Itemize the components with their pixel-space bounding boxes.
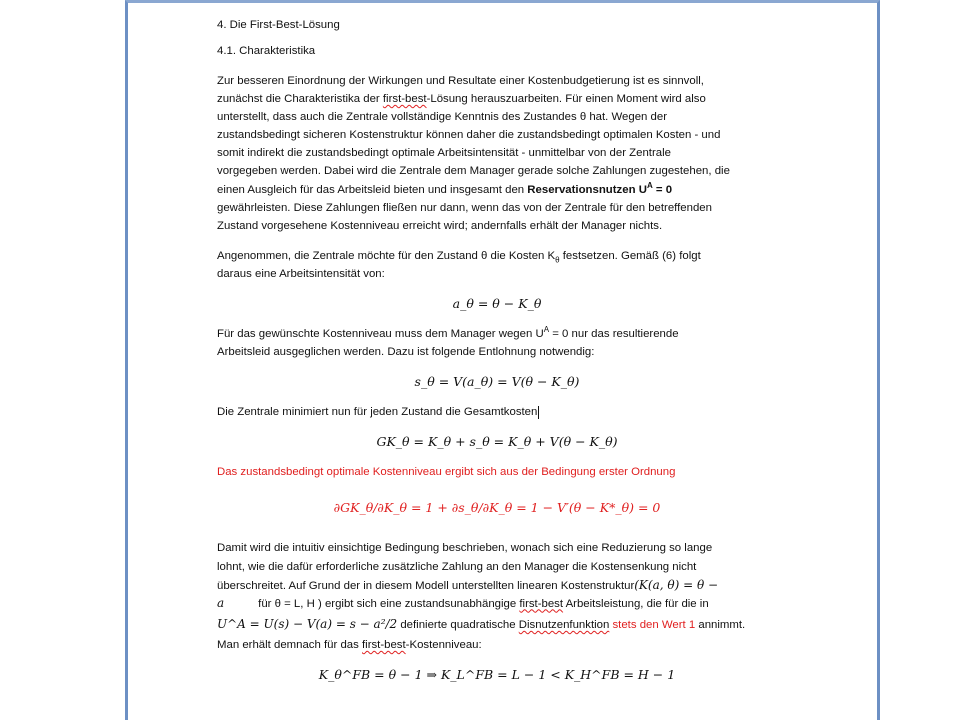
paragraph-conclusion	[217, 539, 777, 653]
equation-total-cost: GK_θ = K_θ + s_θ = K_θ + V(θ − K_θ)	[376, 434, 618, 450]
equation-payment: s_θ = V(a_θ) = V(θ − K_θ)	[414, 374, 580, 390]
document-content[interactable]	[217, 16, 777, 688]
equation-first-order-condition: ∂GK_θ/∂K_θ = 1 + ∂s_θ/∂K_θ = 1 − V′(θ − K*_θ) = 0	[333, 500, 661, 516]
text-line: unterstellt, dass auch die Zentrale vollständige Kenntnis des Zustandes θ hat. Wegen der	[217, 111, 667, 124]
section-heading: 4. Die First-Best-Lösung	[217, 19, 340, 31]
text-line: somit indirekt die zustandsbedingt optimale Arbeitsintensität - unmittelbar von der Zentrale	[217, 147, 671, 160]
text-line: daraus eine Arbeitsintensität von:	[217, 267, 385, 280]
subsection-heading: 4.1. Charakteristika	[217, 45, 316, 57]
paragraph-first-order-condition: Das zustandsbedingt optimale Kostenniveau ergibt sich aus der Bedingung erster Ordnung	[217, 466, 676, 479]
text-line: Damit wird die intuitiv einsichtige Bedingung beschrieben, wonach sich eine Reduzierung so lange	[217, 542, 713, 555]
paragraph-characteristics	[217, 72, 777, 235]
text-line: Zur besseren Einordnung der Wirkungen und Resultate einer Kostenbudgetierung ist es sinnvoll,	[217, 75, 704, 87]
text-line: Arbeitsleid ausgeglichen werden. Dazu ist folgende Entlohnung notwendig:	[217, 346, 595, 359]
paragraph-minimize: Die Zentrale minimiert nun für jeden Zustand die Gesamtkosten	[217, 406, 538, 419]
text-line: zunächst die Charakteristika der first-best-Lösung herauszuarbeiten. Für einen Moment wird also	[217, 93, 706, 106]
text-line: lohnt, wie die dafür erforderliche zusätzliche Zahlung an den Manager die Kostensenkung nicht	[217, 560, 697, 573]
text-line: vorgegeben werden. Dabei wird die Zentrale dem Manager gerade solche Zahlungen zugestehen, die	[217, 165, 730, 178]
equation-first-best-cost: K_θ^FB = θ − 1 ⇒ K_L^FB = L − 1 < K_H^FB = H − 1	[318, 666, 676, 682]
text-line: gewährleisten. Diese Zahlungen fließen nur dann, wenn das von der Zentrale für den betreffenden	[217, 201, 712, 214]
text-line: überschreitet. Auf Grund der in diesem Modell unterstellten linearen Kostenstruktur(K(a, θ) = θ −	[217, 577, 719, 592]
paragraph-assumption	[217, 247, 777, 283]
text-line: einen Ausgleich für das Arbeitsleid bieten und insgesamt den Reservationsnutzen $U^A = 0$	[217, 180, 673, 196]
text-line: U^A = U(s) − V(a) = s − a²/2 definierte quadratische Disnutzenfunktion stets den Wert 1 annimmt.	[217, 616, 746, 631]
text-line: Für das gewünschte Kostenniveau muss dem Manager wegen $U^A = 0$ nur das resultierende	[217, 325, 679, 341]
text-line: zustandsbedingt sicheren Kostenstruktur können daher die zustandsbedingt optimalen Kosten - und	[217, 129, 721, 142]
text-line: Man erhält demnach für das first-best-Kostenniveau:	[217, 638, 482, 651]
equation-effort: a_θ = θ − K_θ	[452, 296, 542, 312]
text-line: Angenommen, die Zentrale möchte für den Zustand θ die Kosten $K_\theta$ festsetzen. Gemäß (6) folgt	[217, 249, 701, 265]
text-line: a für θ = L, H ) ergibt sich eine zustandsunabhängige first-best Arbeitsleistung, die für die in	[217, 595, 709, 610]
window-background-right	[884, 0, 960, 720]
window-background-left	[0, 0, 123, 720]
text-line: Zustand vorgesehene Kostenniveau erreicht wird; andernfalls erhält der Manager nichts.	[217, 219, 663, 232]
paragraph-compensation	[217, 325, 777, 361]
text-cursor	[538, 406, 539, 419]
document-page[interactable]	[125, 0, 880, 720]
